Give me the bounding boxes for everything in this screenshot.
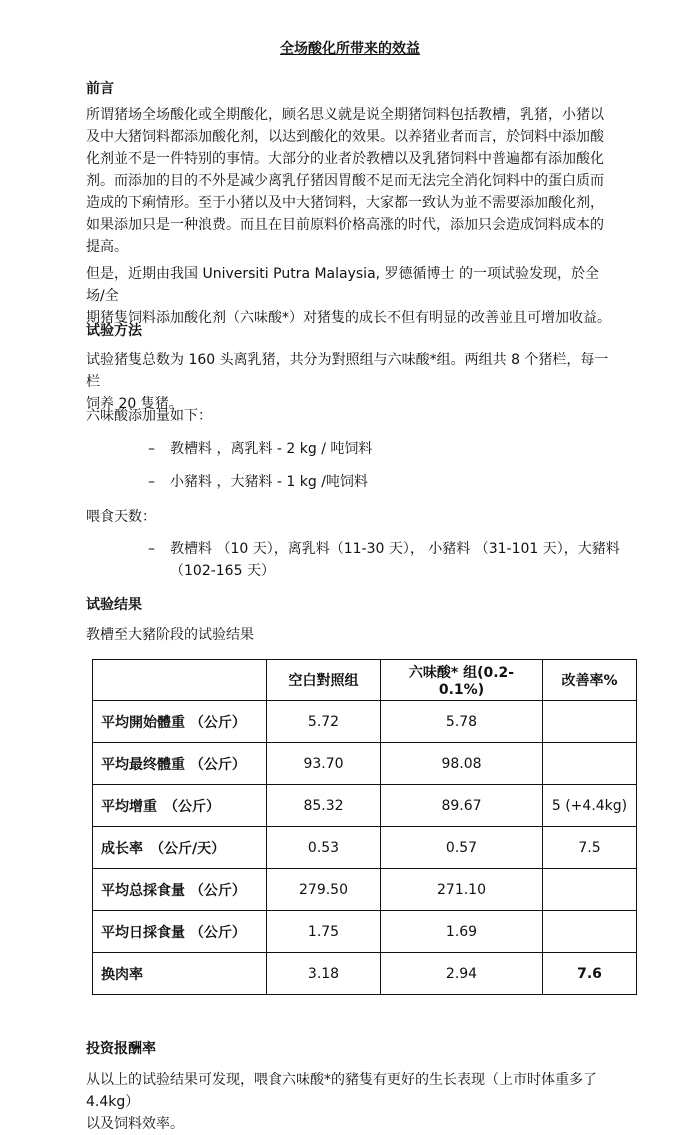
text-line: 剂。而添加的目的不外是减少离乳仔猪因胃酸不足而无法完全消化饲料中的蛋白质而 <box>86 173 604 189</box>
table-header-cell: 六味酸* 组(0.2-0.1%) <box>381 660 543 701</box>
improvement-value <box>543 743 637 785</box>
control-value: 93.70 <box>267 743 381 785</box>
control-value: 85.32 <box>267 785 381 827</box>
preface-heading: 前言 <box>86 81 114 97</box>
row-label: 平均日採食量 （公斤） <box>93 911 267 953</box>
control-value: 0.53 <box>267 827 381 869</box>
table-header-cell <box>93 660 267 701</box>
table-header-row <box>93 660 637 701</box>
bullet-dash: – <box>148 474 155 490</box>
treatment-value: 271.10 <box>381 869 543 911</box>
bullet-dash: – <box>148 441 155 457</box>
feeding-days-intro: 喂食天数： <box>86 509 156 525</box>
text-line: 以及饲料效率。 <box>86 1116 184 1132</box>
table-row <box>93 869 637 911</box>
text-line: 饲养 20 隻猪。 <box>86 396 183 412</box>
text-line: 提高。 <box>86 239 128 255</box>
text-line: 试验猪隻总数为 160 头离乳猪，共分为對照组与六味酸*组。两组共 8 个猪栏，每一栏 <box>86 352 609 390</box>
text-line: 期猪隻饲料添加酸化剂（六味酸*）对猪隻的成长不但有明显的改善並且可增加收益。 <box>86 310 611 326</box>
preface-paragraph-1 <box>86 104 616 258</box>
text-line: 从以上的试验结果可发现，喂食六味酸*的豬隻有更好的生长表现（上市时体重多了 4.4kg） <box>86 1072 597 1110</box>
row-label: 平均总採食量 （公斤） <box>93 869 267 911</box>
table-row <box>93 827 637 869</box>
roi-paragraph <box>86 1069 626 1135</box>
treatment-value: 2.94 <box>381 953 543 995</box>
roi-heading: 投资报酬率 <box>86 1041 156 1057</box>
table-row <box>93 701 637 743</box>
table-row <box>93 743 637 785</box>
row-label: 平均開始體重 （公斤） <box>93 701 267 743</box>
table-row <box>93 785 637 827</box>
text-line: 但是，近期由我国 Universiti Putra Malaysia, 罗德循博士 的一项试验发现，於全场/全 <box>86 266 599 304</box>
treatment-value: 0.57 <box>381 827 543 869</box>
treatment-value: 1.69 <box>381 911 543 953</box>
table-row <box>93 953 637 995</box>
bullet-dash: – <box>148 541 155 557</box>
results-caption: 教槽至大豬阶段的试验结果 <box>86 627 254 643</box>
improvement-value: 7.6 <box>543 953 637 995</box>
text-line: 造成的下痢情形。至于小猪以及中大猪饲料，大家都一致认为並不需要添加酸化剂， <box>86 195 604 211</box>
results-heading: 试验结果 <box>86 597 142 613</box>
document-title: 全场酸化所带来的效益 <box>280 41 420 57</box>
improvement-value: 7.5 <box>543 827 637 869</box>
treatment-value: 89.67 <box>381 785 543 827</box>
text-line: 教槽料 （10 天），离乳料（11-30 天）， 小豬料 （31-101 天），大豬料 <box>170 541 620 557</box>
text-line: 化剂並不是一件特别的事情。大部分的业者於教槽以及乳猪饲料中普遍都有添加酸化 <box>86 151 604 167</box>
table-header-cell: 空白對照组 <box>267 660 381 701</box>
preface-paragraph-2 <box>86 263 616 329</box>
control-value: 279.50 <box>267 869 381 911</box>
dosage-intro: 六味酸添加量如下： <box>86 408 212 424</box>
dosage-item-text: 小豬料 ，大豬料 - 1 kg /吨饲料 <box>170 474 368 490</box>
text-line: 如果添加只是一种浪费。而且在目前原料价格高涨的时代，添加只会造成饲料成本的 <box>86 217 604 233</box>
treatment-value: 98.08 <box>381 743 543 785</box>
text-line: 所谓猪场全场酸化或全期酸化，顾名思义就是说全期猪饲料包括教槽，乳猪，小猪以 <box>86 107 604 123</box>
row-label: 平均最终體重 （公斤） <box>93 743 267 785</box>
control-value: 3.18 <box>267 953 381 995</box>
method-heading: 试验方法 <box>86 323 142 339</box>
table-header-cell: 改善率% <box>543 660 637 701</box>
improvement-value: 5 (+4.4kg) <box>543 785 637 827</box>
row-label: 成长率 （公斤/天） <box>93 827 267 869</box>
treatment-value: 5.78 <box>381 701 543 743</box>
row-label: 换肉率 <box>93 953 267 995</box>
control-value: 1.75 <box>267 911 381 953</box>
improvement-value <box>543 869 637 911</box>
feeding-days-text <box>170 538 630 582</box>
text-line: 及中大猪饲料都添加酸化剂，以达到酸化的效果。以养猪业者而言，於饲料中添加酸 <box>86 129 604 145</box>
dosage-item-text: 教槽料 ，离乳料 - 2 kg / 吨饲料 <box>170 441 373 457</box>
improvement-value <box>543 701 637 743</box>
text-line: （102-165 天） <box>170 563 275 579</box>
results-table <box>92 659 637 995</box>
table-row <box>93 911 637 953</box>
row-label: 平均增重 （公斤） <box>93 785 267 827</box>
improvement-value <box>543 911 637 953</box>
control-value: 5.72 <box>267 701 381 743</box>
